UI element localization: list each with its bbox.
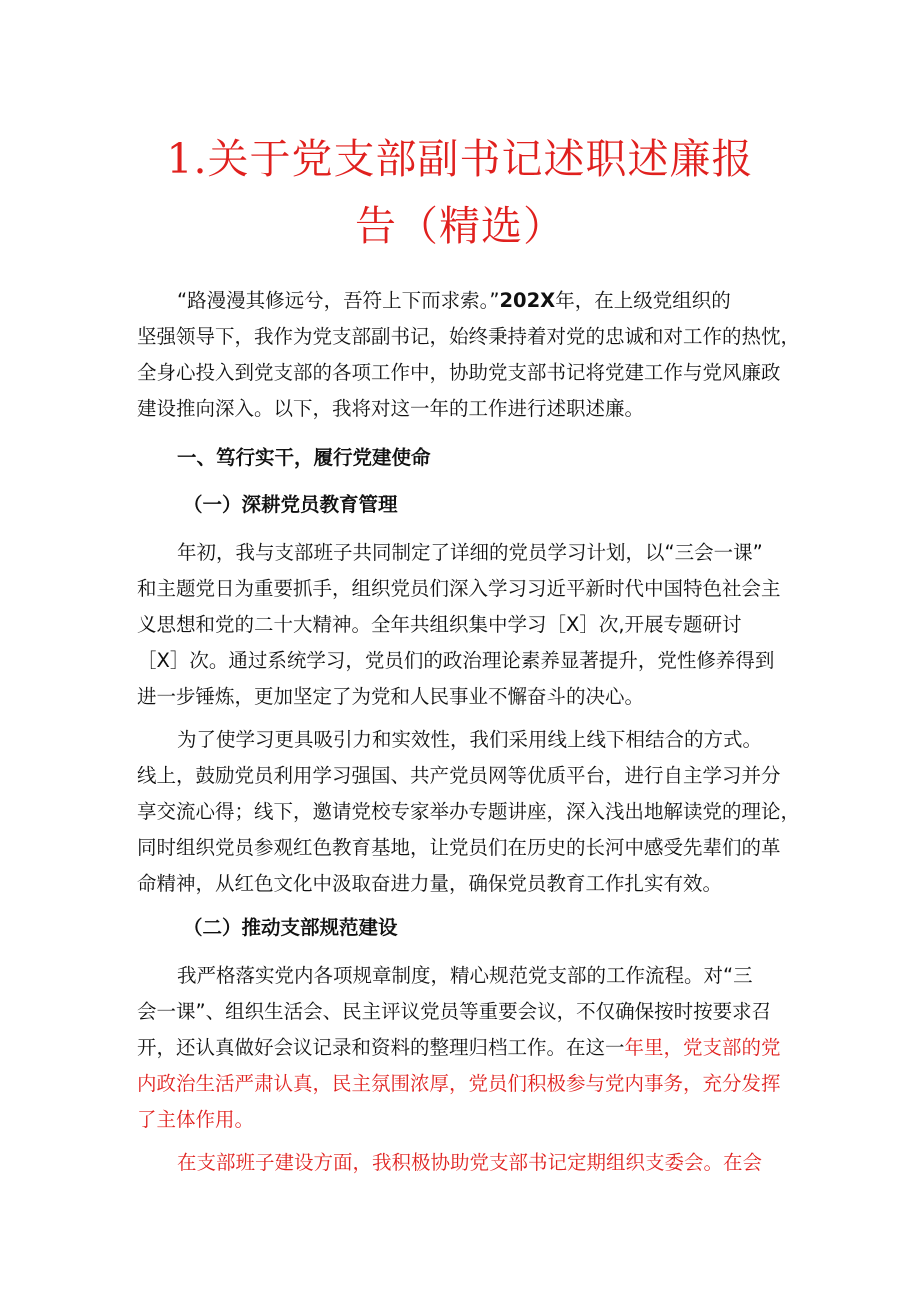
document-title-line-2: 告（精选） — [355, 202, 565, 250]
text-line: 命精神，从红色文化中汲取奋进力量，确保党员教育工作扎实有效。 — [137, 872, 723, 895]
highlighted-text-line: 在支部班子建设方面，我积极协助党支部书记定期组织支委会。在会 — [177, 1151, 763, 1174]
highlighted-text-line: 了主体作用。 — [137, 1108, 255, 1131]
text-line: 会一课”、组织生活会、民主评议党员等重要会议，不仅确保按时按要求召 — [137, 1000, 772, 1023]
text-line-mixed — [137, 1030, 797, 1066]
intro-year: 202X — [499, 289, 556, 312]
section-1-heading: 一、笃行实干，履行党建使命 — [177, 446, 431, 469]
subsection-2-heading: （二）推动支部规范建设 — [183, 916, 398, 939]
document-title-line-1: 1.关于党支部副书记述职述廉报 — [166, 135, 754, 183]
intro-paragraph — [137, 283, 801, 427]
text-line: 和主题党日为重要抓手，组织党员们深入学习习近平新时代中国特色社会主 — [137, 577, 781, 600]
subsection-2-paragraph-2 — [137, 1145, 797, 1181]
intro-line-1-tail: 年，在上级党组织的 — [555, 289, 731, 312]
subsection-2-paragraph-1 — [137, 958, 797, 1138]
text-line: ［X］次。通过系统学习，党员们的政治理论素养显著提升，党性修养得到 — [137, 649, 775, 672]
highlighted-text-line: 内政治生活严肃认真，民主氛围浓厚，党员们积极参与党内事务，充分发挥 — [137, 1072, 781, 1095]
text-line: 我严格落实党内各项规章制度，精心规范党支部的工作流程。对“三 — [177, 964, 753, 987]
intro-line-3: 全身心投入到党支部的各项工作中，协助党支部书记将党建工作与党风廉政 — [137, 361, 781, 384]
text-line: 线上，鼓励党员利用学习强国、共产党员网等优质平台，进行自主学习并分 — [137, 764, 781, 787]
intro-line-1 — [137, 283, 797, 319]
text-line: 年初，我与支部班子共同制定了详细的党员学习计划，以“三会一课” — [177, 541, 763, 564]
intro-line-4: 建设推向深入。以下，我将对这一年的工作进行述职述廉。 — [137, 397, 645, 420]
text-line: 进一步锤炼，更加坚定了为党和人民事业不懈奋斗的决心。 — [137, 685, 645, 708]
intro-line-2: 坚强领导下，我作为党支部副书记，始终秉持着对党的忠诚和对工作的热忱， — [137, 325, 801, 348]
text-line: 同时组织党员参观红色教育基地，让党员们在历史的长河中感受先辈们的革 — [137, 836, 781, 859]
intro-quote: “路漫漫其修远兮，吾符上下而求索。” — [177, 289, 500, 312]
text-line: 义思想和党的二十大精神。全年共组织集中学习［X］次,开展专题研讨 — [137, 613, 742, 636]
highlighted-text-span: 年里，党支部的党 — [624, 1036, 781, 1059]
text-line: 享交流心得；线下，邀请党校专家举办专题讲座，深入浅出地解读党的理论， — [137, 800, 801, 823]
text-span: 开，还认真做好会议记录和资料的整理归档工作。在这一 — [137, 1036, 625, 1059]
text-line: 为了使学习更具吸引力和实效性，我们采用线上线下相结合的方式。 — [177, 728, 763, 751]
subsection-1-heading: （一）深耕党员教育管理 — [183, 493, 398, 516]
subsection-1-paragraph-1 — [137, 535, 797, 715]
subsection-1-paragraph-2 — [137, 722, 801, 902]
